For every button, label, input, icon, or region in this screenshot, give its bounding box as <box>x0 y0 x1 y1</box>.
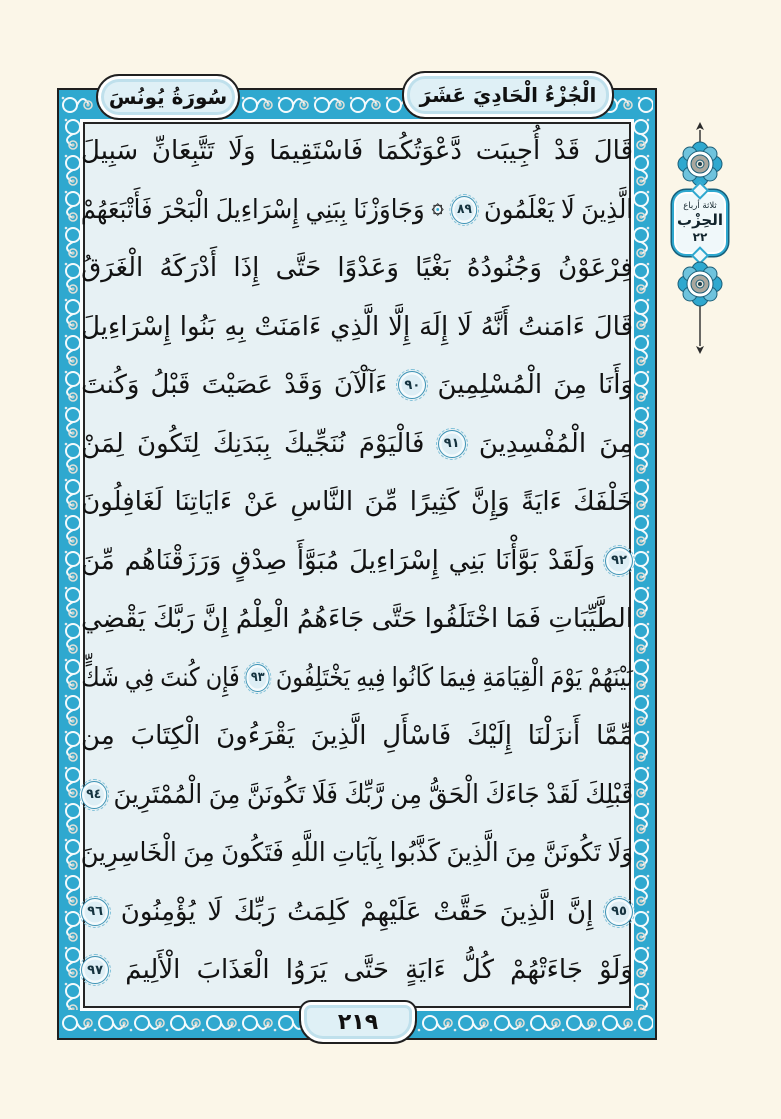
quran-line-content <box>81 239 633 298</box>
quran-line <box>81 824 633 883</box>
quran-word: اخْتَلَفُوا <box>424 604 499 635</box>
quran-word: مِنَ <box>553 370 587 401</box>
quran-line <box>81 649 633 708</box>
quran-line-content <box>86 766 633 825</box>
quran-word: مِّنَ <box>364 487 399 518</box>
quran-word: بِآيَاتِ <box>332 838 384 869</box>
quran-word: يَقْضِي <box>81 604 146 635</box>
quran-word: لِمَنْ <box>81 428 124 459</box>
quran-word: يَرَوُا <box>285 955 328 986</box>
quran-word: دَّعْوَتُكُمَا <box>376 136 462 167</box>
quran-word: كُلُّ <box>461 955 494 986</box>
quran-word: فِيمَا <box>439 662 477 693</box>
quran-line-content <box>81 532 633 591</box>
surah-title: سُورَةُ يُونُسَ <box>108 85 228 109</box>
quran-word: يَخْتَلِفُونَ <box>275 662 351 693</box>
quran-word: الْمُسْلِمِينَ <box>437 370 543 401</box>
quran-word: فِرْعَوْنُ <box>558 253 633 284</box>
quran-word: فَتَكُونَ <box>221 838 284 869</box>
quran-word: إِلَهَ <box>419 311 449 342</box>
quran-word: وَجُنُودُهُ <box>466 253 542 284</box>
quran-word: مِنَ <box>208 779 241 810</box>
quran-word: إِنَّ <box>567 896 594 927</box>
quran-word: صِدْقٍ <box>231 545 288 576</box>
quran-line-content <box>81 415 633 474</box>
quran-word: فَاسْتَقِيمَا <box>269 136 364 167</box>
quran-word: ءَايَةً <box>521 487 562 518</box>
quran-word: الَّذِينَ <box>581 194 633 225</box>
quran-word: إِنَّ <box>202 604 229 635</box>
quran-word: الْبَحْرَ <box>159 194 210 225</box>
quran-word: رَبِّكَ <box>233 896 276 927</box>
quran-word: إِسْرَاءِيلَ <box>81 311 171 342</box>
verse-number-medallion: ٩٠ <box>398 371 426 399</box>
quran-word: شَكٍّ <box>81 662 119 693</box>
quran-line <box>81 766 633 825</box>
quran-word: بِبَنِي <box>305 194 347 225</box>
quran-word: حَقَّتْ <box>433 896 488 927</box>
juz-title: الْجُزْءُ الْحَادِيَ عَشَرَ <box>419 83 597 107</box>
quran-word: بَوَّأْنَا <box>495 545 539 576</box>
hizb-marker-cartouche <box>672 190 728 256</box>
quran-line <box>81 941 633 1000</box>
quran-line <box>81 181 633 240</box>
quran-word: قَالَ <box>593 136 633 167</box>
quran-word: لَا <box>457 311 472 342</box>
hizb-label: الحِزْب <box>677 211 723 230</box>
quran-word: جَاءَهُمُ <box>296 604 365 635</box>
quran-word: إِلَّا <box>388 311 411 342</box>
finial-top-icon <box>696 122 704 130</box>
finial-bottom-icon <box>696 346 704 354</box>
quran-word: اللَّهِ <box>290 838 326 869</box>
quran-word: كَانُوا <box>391 662 434 693</box>
quran-word: نُنَجِّيكَ <box>283 428 346 459</box>
quran-word: رَّبِّكَ <box>344 779 384 810</box>
quran-word: الَّذِينَ <box>499 896 556 927</box>
quran-word: وَرَزَقْنَاهُم <box>124 545 222 576</box>
surah-title-cartouche <box>96 74 240 120</box>
quran-line <box>81 473 633 532</box>
quran-word: وَعَدْوًا <box>337 253 399 284</box>
quran-line <box>81 122 633 181</box>
quran-word: النَّاسِ <box>290 487 354 518</box>
quran-word: مِنَ <box>599 428 633 459</box>
quran-word: الْكِتَابَ <box>130 721 201 752</box>
quran-word: الْأَلِيمَ <box>125 955 181 986</box>
quran-word: يَعْلَمُونَ <box>483 194 555 225</box>
quran-word: فَمَا <box>505 604 541 635</box>
quran-line-content <box>81 707 633 766</box>
verse-number-medallion: ٨٩ <box>452 196 478 224</box>
quran-word: وَلَقَدْ <box>547 545 596 576</box>
quran-word: الْغَرَقُ <box>81 253 144 284</box>
quran-line-content <box>81 883 633 942</box>
quran-word: الَّذِي <box>330 311 380 342</box>
quran-word: مِنَ <box>505 838 537 869</box>
quran-word: كَلِمَتُ <box>287 896 349 927</box>
hizb-bookmark <box>664 122 736 354</box>
quran-word: كَذَّبُوا <box>389 838 440 869</box>
rosette-ornament-bottom-icon <box>676 260 724 308</box>
quran-word: مِن <box>81 721 115 752</box>
quran-word: تَكُونَنَّ <box>246 779 306 810</box>
quran-word: ءَامَنَتْ <box>254 311 322 342</box>
quran-word: يَوْمَ <box>550 662 583 693</box>
quran-line <box>81 883 633 942</box>
quran-word: تَكُونَنَّ <box>543 838 601 869</box>
quran-word: لِتَكُونَ <box>137 428 200 459</box>
quran-word: مِنَ <box>183 838 215 869</box>
quran-word: إِلَيْكَ <box>467 721 512 752</box>
quran-word: بَيْنَهُمْ <box>588 662 633 693</box>
quran-word: فَأَتْبَعَهُمْ <box>80 194 153 225</box>
quran-word: لَقَدْ <box>546 779 579 810</box>
quran-word: فَاسْأَلِ <box>382 721 452 752</box>
quran-word: وَلَا <box>607 838 633 869</box>
quran-word: عَصَيْتَ <box>201 370 274 401</box>
quran-word: خَلْفَكَ <box>573 487 633 518</box>
quran-word: لَغَافِلُونَ <box>81 487 164 518</box>
quran-word: فِي <box>124 662 155 693</box>
quran-line-content <box>81 941 633 1000</box>
quran-line <box>81 239 633 298</box>
quran-word: وَلَا <box>228 136 256 167</box>
quran-line <box>81 356 633 415</box>
quran-word: وَلَوْ <box>599 955 633 986</box>
page-number-cartouche <box>299 1000 417 1044</box>
quran-word: مُبَوَّأَ <box>296 545 340 576</box>
quran-line-content <box>80 824 633 883</box>
quran-word: الطَّيِّبَاتِ <box>548 604 633 635</box>
verse-number-medallion: ٩١ <box>438 430 466 458</box>
quran-word: إِذَا <box>233 253 260 284</box>
quran-word: عَلَيْهِمْ <box>360 896 422 927</box>
quran-word: بِهِ <box>224 311 246 342</box>
quran-word: مِّنَ <box>81 545 115 576</box>
quran-word: الْخَاسِرِينَ <box>80 838 177 869</box>
quran-word: وَإِنَّ <box>470 487 510 518</box>
quran-line <box>81 532 633 591</box>
quran-word: الْحَقُّ <box>428 779 479 810</box>
juz-title-cartouche <box>402 71 614 119</box>
quran-word: مِّمَّا <box>596 721 633 752</box>
quran-word: كَثِيرًا <box>409 487 460 518</box>
quran-word: وَكُنتَ <box>81 370 140 401</box>
quran-word: ءَايَاتِنَا <box>174 487 233 518</box>
quran-word: قَبْلُ <box>150 370 191 401</box>
quran-word: الَّذِينَ <box>446 838 499 869</box>
quran-word: حَتَّى <box>343 955 389 986</box>
verse-number-medallion: ٩٢ <box>605 547 633 575</box>
hizb-number: ٢٢ <box>692 229 708 244</box>
quran-word: الْمُفْسِدِينَ <box>478 428 587 459</box>
quran-word: قَدْ <box>553 136 581 167</box>
quran-word: جَاءَتْهُمْ <box>510 955 583 986</box>
verse-number-medallion: ٩٦ <box>81 898 109 926</box>
page-number: ٢١٩ <box>337 1009 379 1035</box>
quran-word: بِبَدَنِكَ <box>212 428 271 459</box>
quran-word: الْعِلْمُ <box>235 604 290 635</box>
quran-word: إِسْرَاءِيلَ <box>215 194 299 225</box>
quran-word: ءَايَةٍ <box>405 955 446 986</box>
verse-number-medallion: ٩٣ <box>246 664 270 692</box>
quran-word: رَبَّكَ <box>153 604 195 635</box>
quran-line-content <box>81 298 633 357</box>
quran-word: لَا <box>560 194 575 225</box>
quran-word: أَدْرَكَهُ <box>159 253 218 284</box>
quran-word: حَتَّى <box>275 253 322 284</box>
quran-word: أَنزَلْنَا <box>527 721 581 752</box>
quran-word: قَالَ <box>593 311 633 342</box>
quran-line-content <box>80 181 633 240</box>
quran-line <box>81 590 633 649</box>
quran-word: جَاءَكَ <box>485 779 540 810</box>
quran-word: فَلَا <box>311 779 338 810</box>
quran-word: الْقِيَامَةِ <box>482 662 545 693</box>
quran-word: قَبْلِكَ <box>585 779 633 810</box>
quran-word: فَالْيَوْمَ <box>358 428 425 459</box>
quran-line <box>81 298 633 357</box>
verse-number-medallion: ٩٥ <box>605 898 633 926</box>
quran-line-content <box>81 649 633 708</box>
rub-el-hizb-icon <box>431 202 445 217</box>
quran-word: الَّذِينَ <box>310 721 367 752</box>
quran-word: سَبِيلَ <box>81 136 139 167</box>
quran-word: وَأَنَا <box>598 370 633 401</box>
quran-word: حَتَّى <box>371 604 418 635</box>
quran-word: الْمُمْتَرِينَ <box>113 779 203 810</box>
quran-word: إِسْرَاءِيلَ <box>349 545 439 576</box>
quran-word: ءَآلْآنَ <box>333 370 388 401</box>
quran-word: بَنُوا <box>179 311 216 342</box>
quran-word: يُؤْمِنُونَ <box>120 896 196 927</box>
quran-line <box>81 707 633 766</box>
quran-line <box>81 415 633 474</box>
quran-word: أَنَّهُ <box>480 311 510 342</box>
quran-line-content <box>81 590 633 649</box>
verse-number-medallion: ٩٧ <box>81 956 109 984</box>
quran-word: فَإِن <box>205 662 240 693</box>
quran-line-content <box>81 356 633 415</box>
quran-word: ءَامَنتُ <box>518 311 585 342</box>
verse-number-medallion: ٩٤ <box>81 781 107 809</box>
quran-word: يَقْرَءُونَ <box>216 721 295 752</box>
quran-word: أُجِيبَت <box>475 136 541 167</box>
quran-word: عَنْ <box>243 487 279 518</box>
hizb-fraction: ثلاثة أرباع <box>683 200 717 211</box>
quran-line-content <box>81 122 633 181</box>
quran-word: بَغْيًا <box>415 253 451 284</box>
quran-word: لَا <box>207 896 223 927</box>
quran-word: وَجَاوَزْنَا <box>353 194 425 225</box>
quran-word: تَتَّبِعَانِّ <box>151 136 215 167</box>
quran-word: كُنتَ <box>160 662 200 693</box>
quran-text-block <box>81 122 633 1008</box>
quran-word: فِيهِ <box>356 662 386 693</box>
quran-word: وَقَدْ <box>284 370 323 401</box>
quran-word: الْعَذَابَ <box>196 955 270 986</box>
quran-line-content <box>81 473 633 532</box>
quran-word: بَنِي <box>448 545 486 576</box>
quran-word: مِن <box>390 779 422 810</box>
